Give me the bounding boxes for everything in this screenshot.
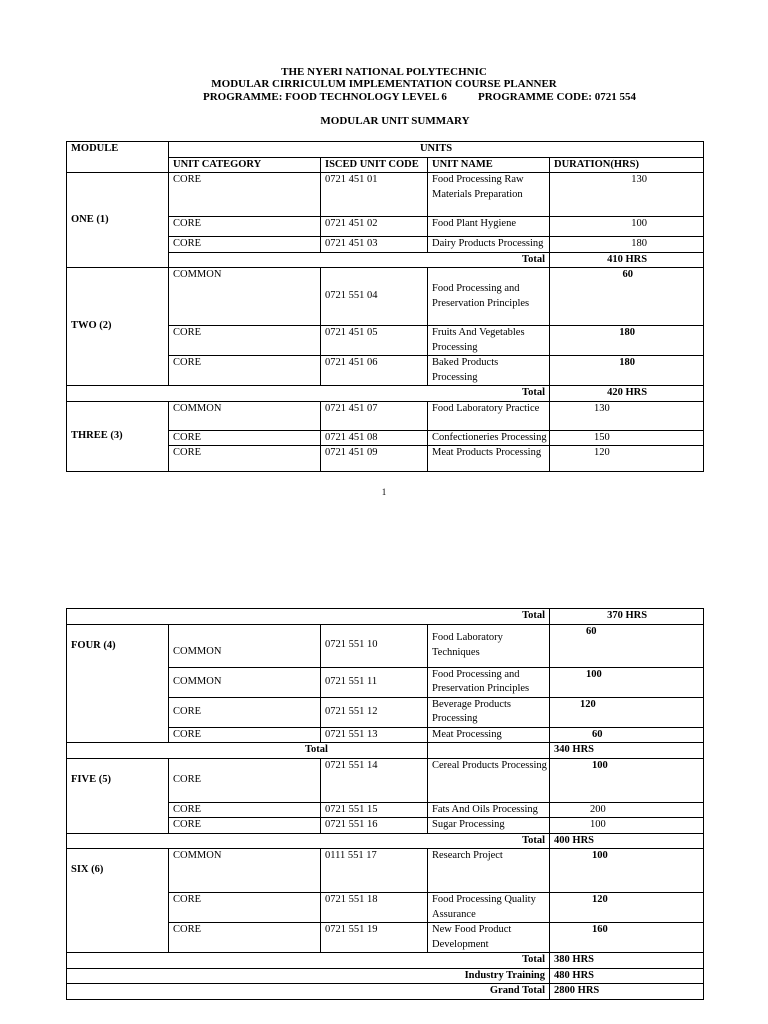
unit-category-cell: CORE [169, 818, 321, 834]
unit-category-header: UNIT CATEGORY [169, 157, 321, 173]
unit-category-cell: COMMON [169, 849, 321, 893]
module-total-value: 410 HRS [550, 252, 704, 268]
unit-category-cell: COMMON [169, 401, 321, 430]
units-header: UNITS [169, 142, 704, 158]
unit-code-cell: 0721 451 08 [321, 430, 428, 446]
unit-name-cell: Dairy Products Processing [428, 237, 550, 253]
unit-category-cell: CORE [169, 217, 321, 237]
institution-title: THE NYERI NATIONAL POLYTECHNIC [281, 66, 487, 78]
unit-code-cell: 0721 551 16 [321, 818, 428, 834]
table-row [67, 624, 704, 667]
programme-name: PROGRAMME: FOOD TECHNOLOGY LEVEL 6 [203, 91, 447, 103]
modular-unit-table-page2 [66, 608, 704, 1000]
page-number: 1 [381, 487, 387, 497]
duration-cell: 60 [550, 727, 704, 743]
unit-name-cell: Food Plant Hygiene [428, 217, 550, 237]
duration-cell: 200 [550, 802, 704, 818]
module-total-value: 420 HRS [550, 386, 704, 402]
module-three-label: THREE (3) [67, 401, 169, 472]
unit-name-cell: Baked Products Processing [428, 356, 550, 386]
module-one-label: ONE (1) [67, 173, 169, 268]
unit-category-cell: CORE [169, 430, 321, 446]
unit-category-cell: CORE [169, 356, 321, 386]
unit-code-cell: 0111 551 17 [321, 849, 428, 893]
unit-name-cell: Food Processing Raw Materials Preparation [428, 173, 550, 217]
module-total-row [67, 743, 704, 759]
unit-category-cell: CORE [169, 446, 321, 472]
unit-name-cell: Meat Processing [428, 727, 550, 743]
unit-code-cell: 0721 551 04 [321, 268, 428, 326]
total-label: Total [169, 252, 550, 268]
duration-cell: 100 [550, 667, 704, 697]
unit-name-header: UNIT NAME [428, 157, 550, 173]
unit-name-cell: New Food Product Development [428, 923, 550, 953]
grand-total-value: 2800 HRS [550, 984, 704, 1000]
unit-name-cell: Fats And Oils Processing [428, 802, 550, 818]
duration-cell: 150 [550, 430, 704, 446]
unit-code-cell: 0721 551 12 [321, 697, 428, 727]
unit-name-cell: Research Project [428, 849, 550, 893]
unit-name-cell: Food Laboratory Techniques [428, 624, 550, 667]
unit-name-cell: Sugar Processing [428, 818, 550, 834]
carry-total-row [67, 609, 704, 625]
total-spacer [67, 953, 169, 969]
table-row [67, 758, 704, 802]
table-row [67, 401, 704, 430]
total-label: Total [67, 609, 550, 625]
industry-training-value: 480 HRS [550, 968, 704, 984]
unit-category-cell: CORE [169, 893, 321, 923]
unit-code-cell: 0721 551 15 [321, 802, 428, 818]
unit-name-cell: Food Processing Quality Assurance [428, 893, 550, 923]
module-total-row [67, 386, 704, 402]
unit-category-cell: COMMON [169, 268, 321, 326]
module-two-label: TWO (2) [67, 268, 169, 386]
duration-cell: 120 [550, 893, 704, 923]
duration-cell: 180 [550, 356, 704, 386]
module-four-label: FOUR (4) [67, 624, 169, 743]
duration-cell: 100 [550, 217, 704, 237]
duration-cell: 120 [550, 697, 704, 727]
unit-code-cell: 0721 451 05 [321, 326, 428, 356]
duration-cell: 100 [550, 818, 704, 834]
duration-cell: 130 [550, 401, 704, 430]
table-row [67, 268, 704, 326]
module-total-value: 340 HRS [550, 743, 704, 759]
duration-cell: 60 [550, 268, 704, 326]
duration-cell: 160 [550, 923, 704, 953]
module-total-value: 400 HRS [550, 833, 704, 849]
unit-name-cell: Beverage Products Processing [428, 697, 550, 727]
unit-name-cell: Cereal Products Processing [428, 758, 550, 802]
carry-total-value: 370 HRS [550, 609, 704, 625]
unit-category-cell: CORE [169, 697, 321, 727]
duration-cell: 180 [550, 326, 704, 356]
unit-code-cell: 0721 451 02 [321, 217, 428, 237]
grand-total-label: Grand Total [67, 984, 550, 1000]
duration-cell: 180 [550, 237, 704, 253]
unit-name-cell: Confectioneries Processing [428, 430, 550, 446]
duration-cell: 100 [550, 849, 704, 893]
grand-total-row [67, 984, 704, 1000]
unit-code-cell: 0721 551 18 [321, 893, 428, 923]
duration-cell: 130 [550, 173, 704, 217]
module-header: MODULE [67, 142, 169, 158]
unit-category-cell: CORE [169, 923, 321, 953]
duration-header: DURATION(HRS) [550, 157, 704, 173]
module-header-spacer [67, 157, 169, 173]
module-total-row [67, 833, 704, 849]
module-total-row [67, 953, 704, 969]
unit-category-cell: COMMON [169, 667, 321, 697]
planner-title: MODULAR CIRRICULUM IMPLEMENTATION COURSE PLANNER [211, 78, 557, 90]
total-spacer [428, 743, 550, 759]
duration-cell: 120 [550, 446, 704, 472]
unit-name-cell: Food Processing and Preservation Principles [428, 667, 550, 697]
unit-name-cell: Food Processing and Preservation Principles [428, 268, 550, 326]
total-label: Total [67, 386, 550, 402]
modular-unit-table-page1 [66, 141, 704, 472]
module-total-value: 380 HRS [550, 953, 704, 969]
unit-code-cell: 0721 551 19 [321, 923, 428, 953]
unit-code-cell: 0721 451 01 [321, 173, 428, 217]
unit-category-cell: CORE [169, 173, 321, 217]
unit-name-cell: Food Laboratory Practice [428, 401, 550, 430]
duration-cell: 60 [550, 624, 704, 667]
module-six-label: SIX (6) [67, 849, 169, 953]
unit-code-cell: 0721 551 10 [321, 624, 428, 667]
unit-name-cell: Meat Products Processing [428, 446, 550, 472]
unit-category-cell: CORE [169, 802, 321, 818]
unit-category-cell: CORE [169, 237, 321, 253]
summary-title: MODULAR UNIT SUMMARY [320, 115, 470, 127]
unit-code-cell: 0721 551 11 [321, 667, 428, 697]
industry-training-label: Industry Training [67, 968, 550, 984]
unit-category-cell: CORE [169, 758, 321, 802]
unit-code-cell: 0721 451 07 [321, 401, 428, 430]
unit-code-cell: 0721 551 14 [321, 758, 428, 802]
unit-code-cell: 0721 551 13 [321, 727, 428, 743]
unit-category-cell: CORE [169, 326, 321, 356]
total-label: Total [67, 743, 428, 759]
isced-code-header: ISCED UNIT CODE [321, 157, 428, 173]
unit-category-cell: COMMON [169, 624, 321, 667]
programme-code: PROGRAMME CODE: 0721 554 [478, 91, 636, 103]
industry-training-row [67, 968, 704, 984]
unit-category-cell: CORE [169, 727, 321, 743]
table-row [67, 173, 704, 217]
unit-name-cell: Fruits And Vegetables Processing [428, 326, 550, 356]
duration-cell: 100 [550, 758, 704, 802]
table-row [67, 849, 704, 893]
unit-code-cell: 0721 451 06 [321, 356, 428, 386]
total-label: Total [169, 953, 550, 969]
module-five-label: FIVE (5) [67, 758, 169, 833]
unit-code-cell: 0721 451 09 [321, 446, 428, 472]
unit-code-cell: 0721 451 03 [321, 237, 428, 253]
total-label: Total [67, 833, 550, 849]
